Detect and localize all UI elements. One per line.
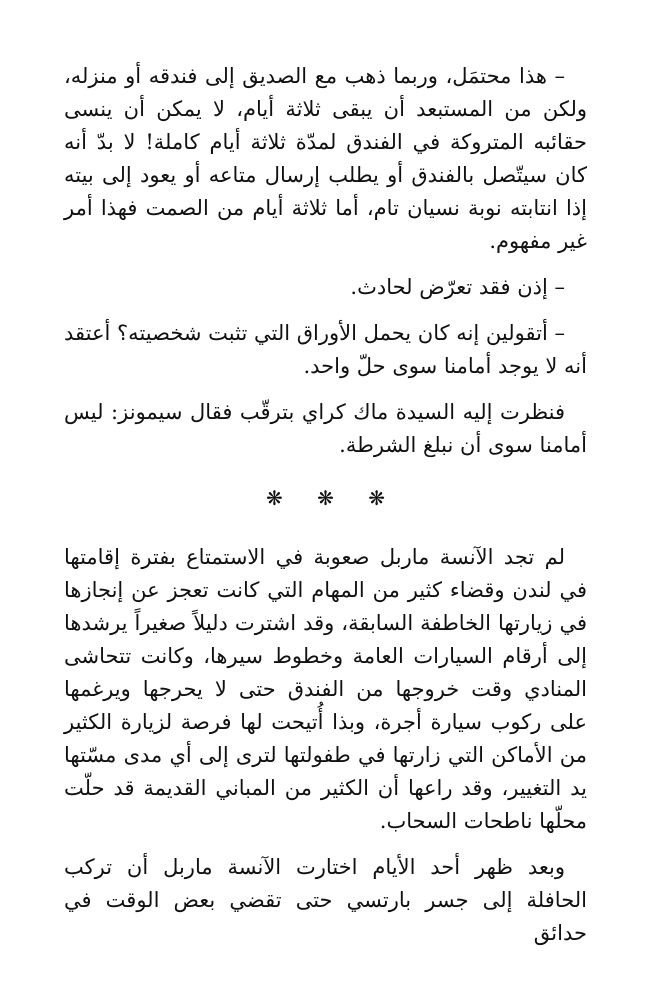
narration-paragraph-3: وبعد ظهر أحد الأيام اختارت الآنسة ماربل أن تركب الحافلة إلى جسر بارتسي حتى تقضي بعض الوقت في حدائق (64, 855, 587, 945)
section-separator: ❋ ❋ ❋ (266, 486, 399, 510)
section-two (64, 541, 587, 950)
dialogue-paragraph-1: – هذا محتمَل، وربما ذهب مع الصديق إلى فندقه أو منزله، ولكن من المستبعد أن يبقى ثلاثة أيام، لا يمكن أن ينسى حقائبه المتروكة في الفندق لمدّة ثلاثة أيام كاملة! لا بدّ أنه كان سيتّصل بالفندق أو يطلب إرسال متاعه أو يعود إلى بيته إذا انتابته نوبة نسيان تام، أما ثلاثة أيام من الصمت فهذا أمر غير مفهوم. (64, 64, 587, 253)
dialogue-paragraph-3: – أتقولين إنه كان يحمل الأوراق التي تثبت شخصيته؟ أعتقد أنه لا يوجد أمامنا سوى حلّ واحد. (64, 321, 587, 378)
narration-paragraph-2: لم تجد الآنسة ماربل صعوبة في الاستمتاع بفترة إقامتها في لندن وقضاء كثير من المهام التي كانت تعجز عن إنجازها في زيارتها الخاطفة السابقة، وقد اشترت دليلاً صغيراً يرشدها إلى أرقام السيارات العامة وخطوط سيرها، وكانت تتحاشى المنادي وقت خروجها من الفندق حتى لا يحرجها ويرغمها على ركوب سيارة أجرة، وبذا أُتيحت لها فرصة لزيارة الكثير من الأماكن التي زارتها في طفولتها لترى إلى أي مدى مسّتها يد التغيير، وقد راعها أن الكثير من المباني القديمة قد حلّت محلّها ناطحات السحاب. (64, 545, 587, 833)
book-page (64, 60, 587, 963)
dialogue-paragraph-2: – إذن فقد تعرّض لحادث. (350, 275, 565, 299)
narration-paragraph-1: فنظرت إليه السيدة ماك كراي بترقّب فقال سيمونز: ليس أمامنا سوى أن نبلغ الشرطة. (64, 400, 587, 457)
